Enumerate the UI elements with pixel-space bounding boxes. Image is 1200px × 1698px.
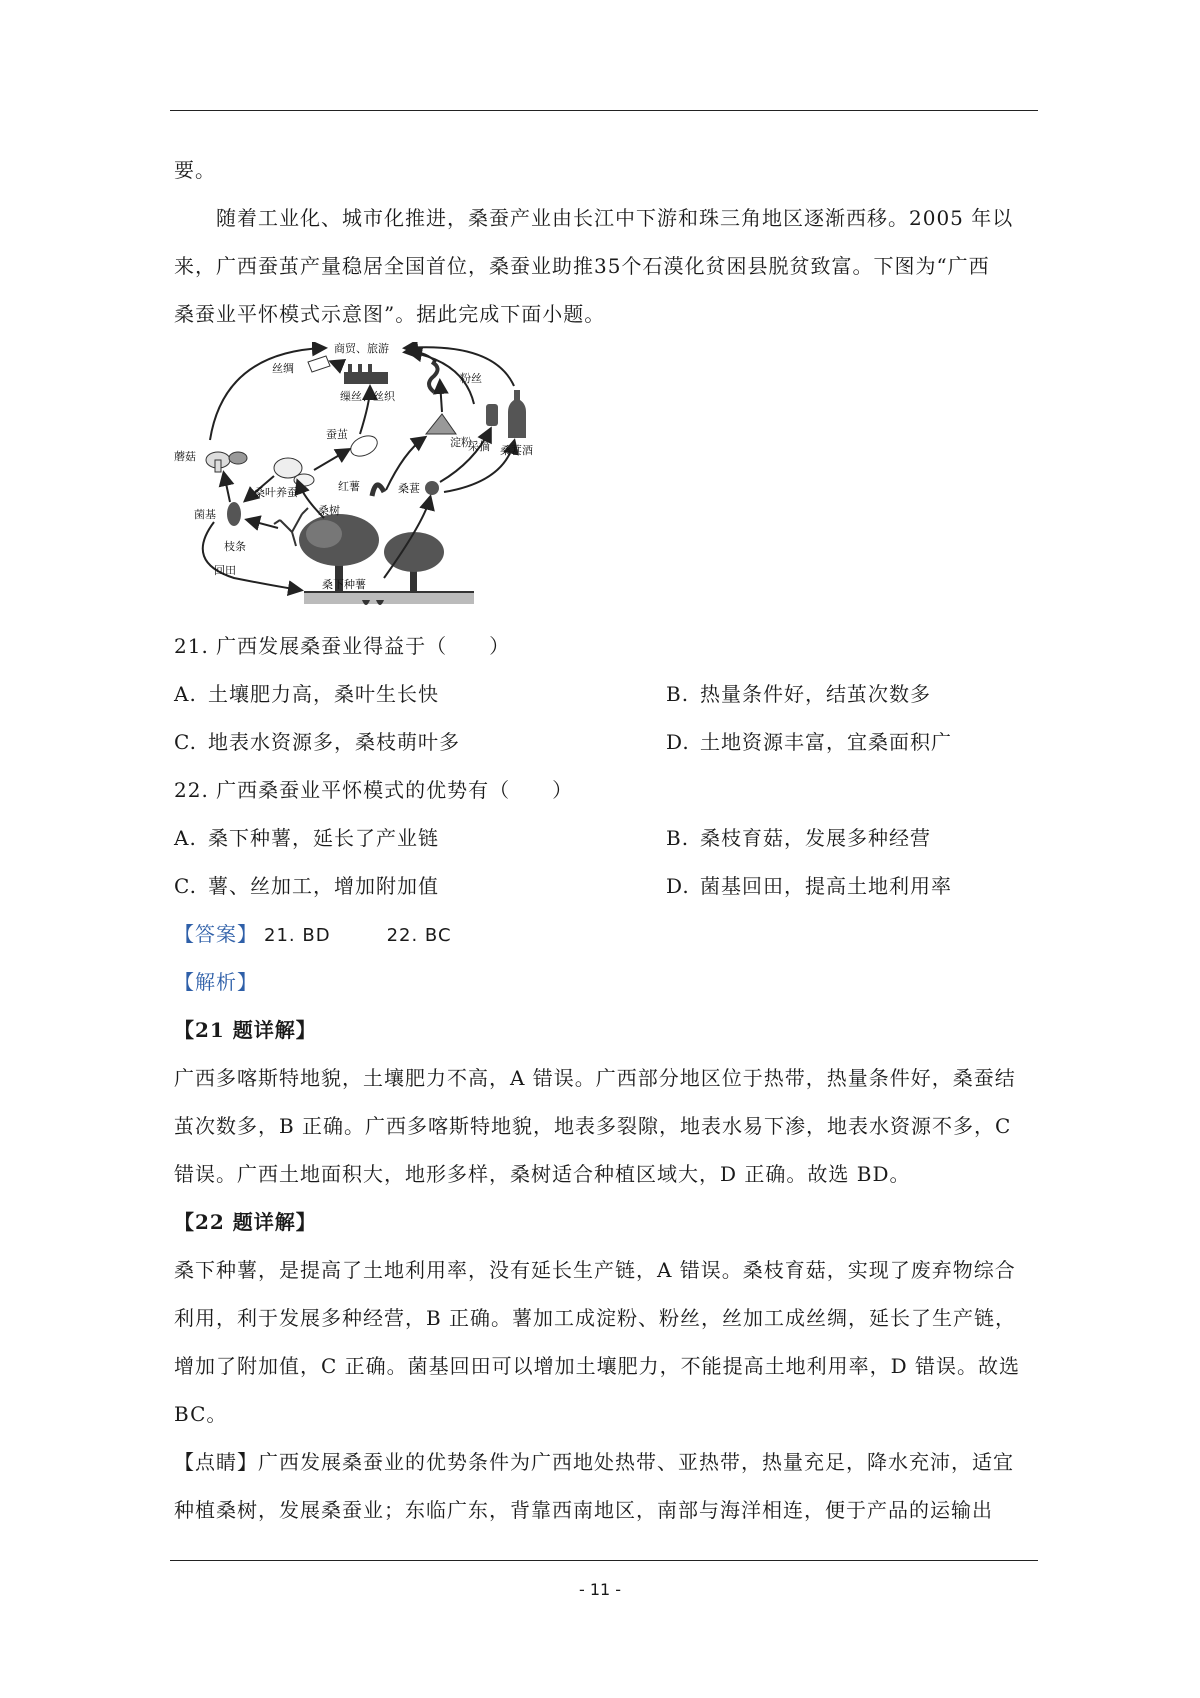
analysis-tag: 【解析】 [174, 970, 258, 994]
label-mulberry-wine: 桑葚酒 [500, 444, 533, 457]
answer-tag: 【答案】 [174, 922, 258, 946]
q21-option-c [174, 730, 460, 754]
q22-option-b [666, 826, 931, 850]
detail21-line-1: 广西多喀斯特地貌，土壤肥力不高，A 错误。广西部分地区位于热带，热量条件好，桑蚕结 [174, 1066, 1016, 1090]
q21-stem: 21. 广西发展桑蚕业得益于（ ） [174, 634, 511, 658]
arrow-silkworm-cocoon [314, 450, 348, 470]
arrow-branch-fungus [248, 520, 278, 528]
detail21-line-2: 茧次数多，B 正确。广西多喀斯特地貌，地表多裂隙，地表水易下渗，地表水资源不多，C [174, 1114, 1012, 1138]
q22-option-d-key: D. [666, 874, 690, 898]
label-reeling: 缫丝、丝织 [340, 390, 395, 403]
q21-option-c-key: C. [174, 730, 197, 754]
q21-option-c-text: 地表水资源多，桑枝萌叶多 [208, 730, 460, 754]
q21-option-a-text: 土壤肥力高，桑叶生长快 [208, 682, 439, 706]
label-silkworm-raising: 桑叶养蚕 [254, 486, 298, 499]
q21-option-b-key: B. [666, 682, 690, 706]
label-fungus-base: 菌基 [194, 508, 216, 521]
starch-icon [426, 414, 456, 434]
silk-factory-icon [344, 364, 388, 384]
can-icon [486, 404, 498, 426]
detail22-line-1: 桑下种薯，是提高了土地利用率，没有延长生产链，A 错误。桑枝育菇，实现了废弃物综合 [174, 1258, 1016, 1282]
potato-root-icon [362, 600, 370, 605]
q22-option-d [666, 874, 952, 898]
q21-option-b-text: 热量条件好，结茧次数多 [700, 682, 931, 706]
answer-line [174, 922, 452, 948]
q22-option-b-key: B. [666, 826, 690, 850]
detail21-line-3: 错误。广西土地面积大，地形多样，桑树适合种植区域大，D 正确。故选 BD。 [174, 1162, 911, 1186]
q22-option-c-text: 薯、丝加工，增加附加值 [208, 874, 439, 898]
arrow-starch-vermicelli [440, 382, 442, 412]
label-potato-under-tree: 桑下种薯 [322, 578, 366, 591]
q21-option-a [174, 682, 439, 706]
q22-option-c [174, 874, 439, 898]
cocoon-icon [348, 432, 381, 460]
potato-root-icon-2 [376, 600, 384, 605]
q22-option-a [174, 826, 439, 850]
arrow-factory-silk [332, 362, 342, 366]
detail22-line-3: 增加了附加值，C 正确。菌基回田可以增加土壤肥力，不能提高土地利用率，D 错误。故选 [174, 1354, 1021, 1378]
intro-line-2: 来，广西蚕茧产量稳居全国首位，桑蚕业助推35个石漠化贫困县脱贫致富。下图为“广西 [174, 254, 990, 278]
footer-rule [170, 1560, 1038, 1561]
wine-bottle-icon [508, 390, 526, 438]
mulberry-model-diagram [174, 342, 594, 614]
tip-line-2: 种植桑树，发展桑蚕业；东临广东，背靠西南地区，南部与海洋相连，便于产品的运输出 [174, 1498, 993, 1522]
detail22-line-2: 利用，利于发展多种经营，B 正确。薯加工成淀粉、粉丝，丝加工成丝绸，延长了生产链， [174, 1306, 1017, 1330]
arrow-fungus-mushroom [224, 474, 230, 502]
fungus-base-icon [227, 502, 241, 526]
q22-option-d-text: 菌基回田，提高土地利用率 [700, 874, 952, 898]
intro-line-1: 随着工业化、城市化推进，桑蚕产业由长江中下游和珠三角地区逐渐西移。2005 年以 [216, 206, 1014, 230]
label-cocoon: 蚕茧 [326, 428, 348, 441]
arrow-mushroom-trade [210, 348, 324, 440]
q22-option-a-key: A. [174, 826, 197, 850]
label-trade-tourism: 商贸、旅游 [334, 342, 389, 355]
q22-option-a-text: 桑下种薯，延长了产业链 [208, 826, 439, 850]
q22-option-c-key: C. [174, 874, 197, 898]
sweet-potato-icon [372, 485, 384, 496]
q21-option-b [666, 682, 931, 706]
intro-line-0: 要。 [174, 158, 216, 182]
arrow-return-field [203, 522, 300, 590]
mulberry-tree-icon-2 [384, 532, 444, 592]
label-mulberry-fruit: 桑葚 [398, 482, 420, 495]
label-picking: 采摘 [468, 440, 490, 453]
answer-21: 21. BD [264, 925, 331, 946]
q21-option-d-text: 土地资源丰富，宜桑面积广 [700, 730, 952, 754]
label-return-field: 回田 [214, 564, 236, 577]
label-mulberry-tree: 桑树 [318, 504, 340, 517]
ground-strip [304, 592, 474, 604]
detail21-title: 【21 题详解】 [174, 1018, 317, 1042]
page-number: - 11 - [578, 1580, 622, 1599]
q22-stem: 22. 广西桑蚕业平怀模式的优势有（ ） [174, 778, 574, 802]
header-rule [170, 110, 1038, 111]
answer-22: 22. BC [386, 925, 452, 946]
q21-option-a-key: A. [174, 682, 197, 706]
label-branch: 枝条 [224, 540, 246, 553]
intro-line-3: 桑蚕业平怀模式示意图”。据此完成下面小题。 [174, 302, 606, 326]
detail22-title: 【22 题详解】 [174, 1210, 317, 1234]
detail22-line-4: BC。 [174, 1402, 228, 1426]
label-mushroom: 蘑菇 [174, 450, 196, 463]
silkworm-icon [274, 458, 314, 486]
label-sweet-potato: 红薯 [338, 480, 360, 493]
mushroom-icon [206, 452, 247, 472]
vermicelli-icon [429, 362, 438, 392]
q22-option-b-text: 桑枝育菇，发展多种经营 [700, 826, 931, 850]
mulberry-fruit-icon [425, 481, 439, 495]
tip-line-1: 【点睛】广西发展桑蚕业的优势条件为广西地处热带、亚热带，热量充足，降水充沛，适宜 [174, 1450, 1014, 1474]
label-vermicelli: 粉丝 [460, 372, 482, 385]
label-silk: 丝绸 [272, 362, 294, 375]
silk-fabric-icon [308, 356, 330, 372]
q21-option-d [666, 730, 952, 754]
q21-option-d-key: D. [666, 730, 690, 754]
label-starch: 淀粉 [450, 436, 472, 449]
